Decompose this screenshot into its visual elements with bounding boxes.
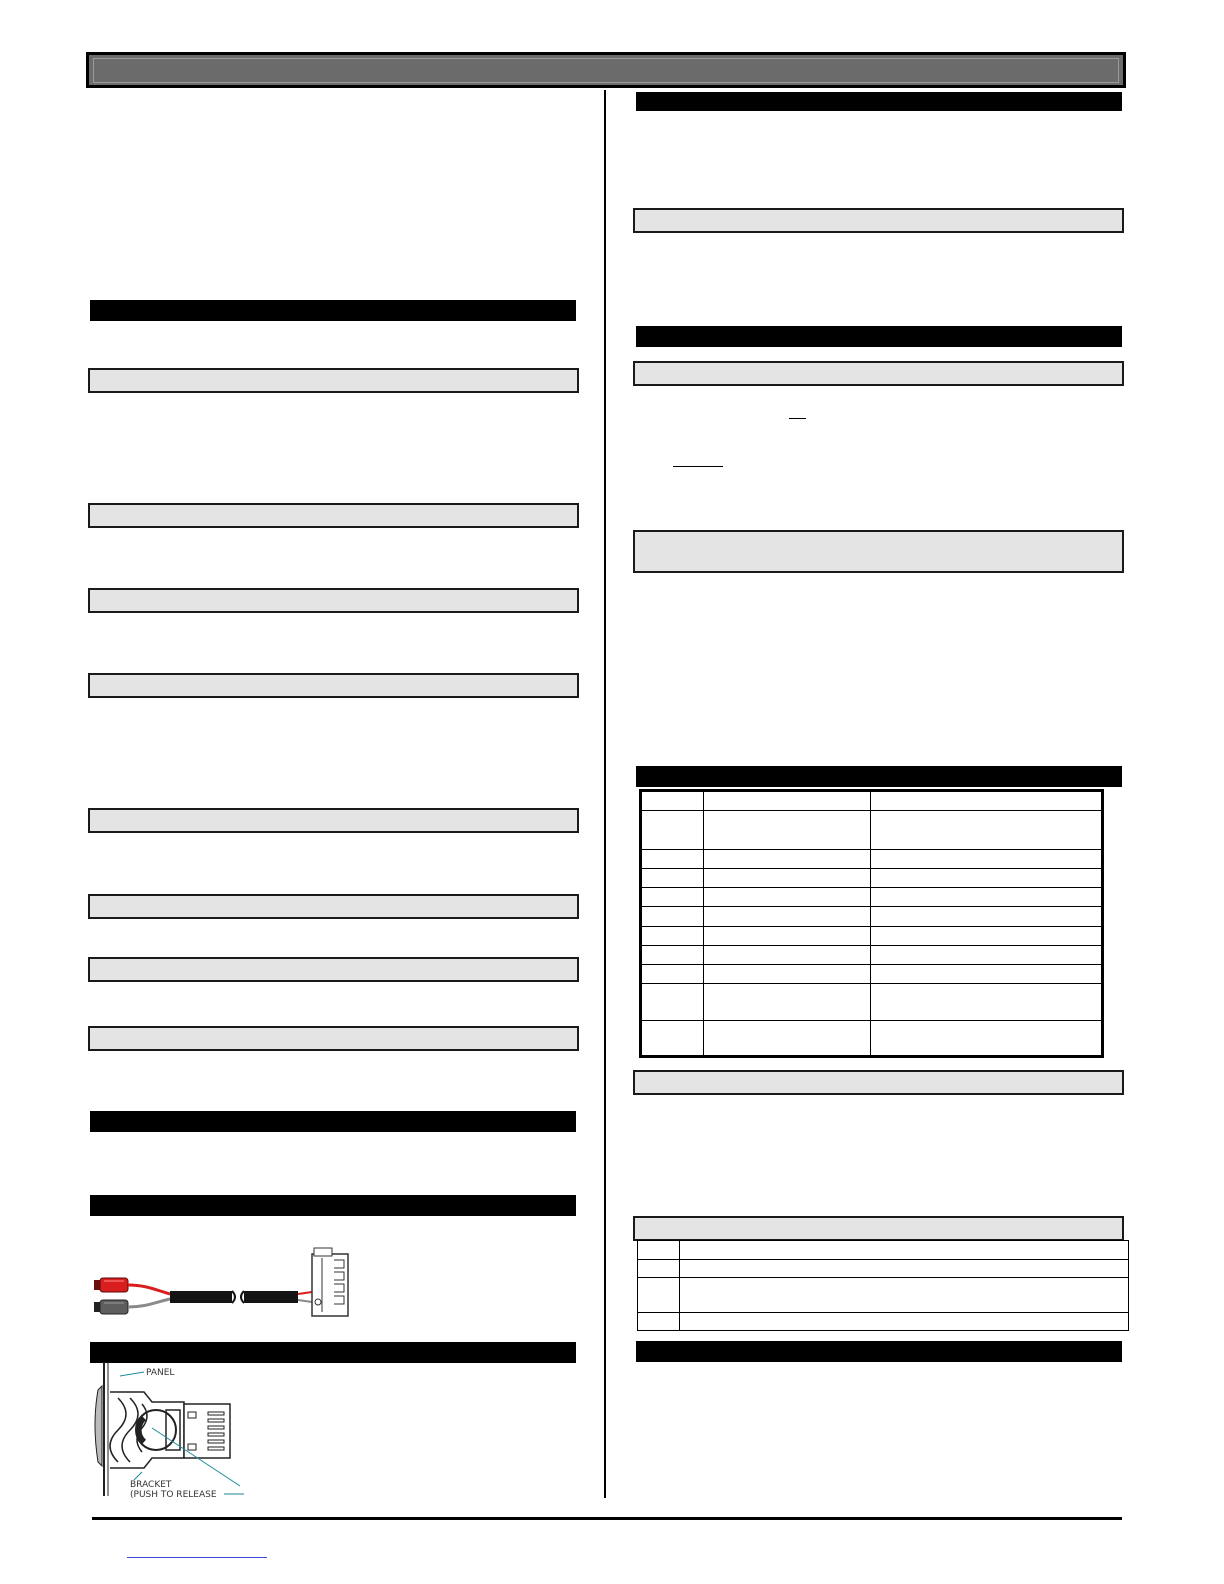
panel-label: PANEL [146, 1368, 175, 1378]
table-row [638, 1241, 1129, 1260]
left-subheader-1 [88, 368, 579, 393]
red-wire [128, 1285, 170, 1294]
left-subheader-6 [88, 894, 579, 919]
left-section-header-1 [90, 300, 576, 321]
right-subheader-3 [633, 530, 1124, 573]
table-row [638, 1278, 1129, 1313]
right-subheader-5 [633, 1216, 1124, 1241]
right-subheader-4 [633, 1070, 1124, 1095]
table-row [641, 984, 1103, 1020]
table-row [638, 1260, 1129, 1278]
left-section-header-3 [90, 1195, 576, 1216]
bracket-clamp [110, 1392, 184, 1468]
table-row [641, 868, 1103, 887]
cable-jacket-left [170, 1291, 232, 1303]
right-section-header-1 [636, 92, 1122, 111]
cable-drawing [86, 1244, 366, 1320]
left-subheader-5 [88, 808, 579, 833]
left-subheader-8 [88, 1026, 579, 1051]
underline-mark-1 [789, 418, 806, 419]
table-row [641, 926, 1103, 945]
release-label: (PUSH TO RELEASE [130, 1490, 217, 1500]
right-subheader-2 [633, 361, 1124, 386]
black-wire [128, 1299, 170, 1307]
left-section-header-2 [90, 1111, 576, 1132]
table-row [641, 811, 1103, 849]
right-subheader-1 [633, 208, 1124, 233]
footer-rule [92, 1517, 1122, 1520]
red-plug-body [100, 1278, 128, 1292]
table-row [641, 888, 1103, 907]
table-row [638, 1313, 1129, 1331]
right-section-header-3 [636, 766, 1122, 787]
table-row [641, 907, 1103, 926]
left-subheader-4 [88, 673, 579, 698]
device-bezel [95, 1386, 102, 1466]
right-section-header-4 [636, 1341, 1122, 1362]
table-row [641, 849, 1103, 868]
black-plug-body [100, 1300, 128, 1314]
document-title-bar [86, 52, 1126, 88]
footer-link[interactable] [127, 1557, 267, 1558]
cable-break-mark [232, 1291, 244, 1303]
notes-table [637, 1240, 1129, 1331]
cable-jacket-right [244, 1291, 298, 1303]
left-subheader-2 [88, 503, 579, 528]
mounting-drawing [84, 1362, 264, 1502]
table-row [641, 1020, 1103, 1056]
terminal-connector [312, 1254, 348, 1316]
left-section-header-4 [90, 1342, 576, 1363]
panel-leader [120, 1372, 144, 1376]
bracket-label: BRACKET [130, 1480, 172, 1490]
underline-mark-2 [673, 466, 723, 467]
table-row [641, 945, 1103, 964]
left-subheader-7 [88, 957, 579, 982]
right-section-header-2 [636, 326, 1122, 347]
column-divider [604, 90, 606, 1498]
spec-table-header-row [641, 791, 1103, 811]
left-subheader-3 [88, 588, 579, 613]
table-row [641, 965, 1103, 984]
spec-table [639, 789, 1104, 1058]
